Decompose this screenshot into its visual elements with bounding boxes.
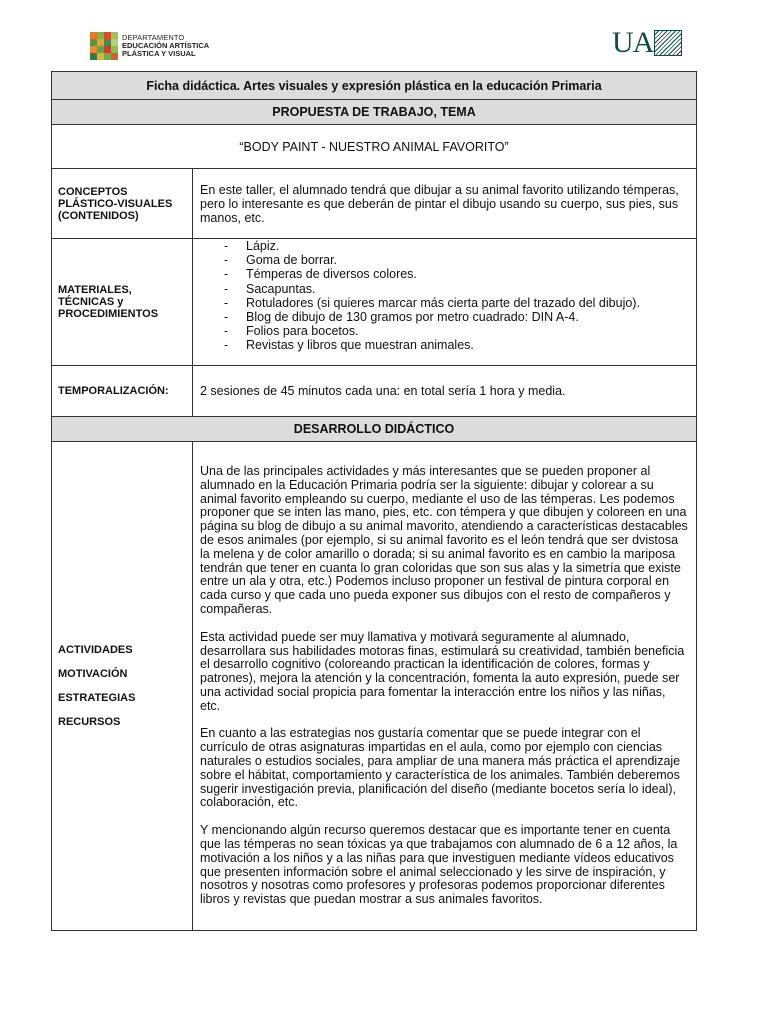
mosaic-tile [90, 32, 97, 39]
list-item: - Lápiz. [224, 239, 689, 253]
conceptos-text: En este taller, el alumnado tendrá que dibujar a su animal favorito utilizando témperas, pero lo interesante es que deberán de pintar el dibujo usando su cuerpo, sus pies, sus manos, etc. [193, 169, 697, 239]
paragraph-motivacion: Esta actividad puede ser muy llamativa y motivará seguramente al alumnado, desarrollara sus habilidades motoras finas, estimulará su creatividad, también beneficia el desarrollo cognitivo (coloreando practican la identificación de colores, formas y patrones), mejora la atención y la concentración, fomenta la auto expresión, puede ser una actividad social propicia para fomentar la interacción entre los niños y las niñas, etc. [200, 629, 685, 713]
dept-logo-line3: PLÁSTICA Y VISUAL [122, 49, 196, 58]
mosaic-tile [90, 53, 97, 60]
page-header [0, 0, 768, 72]
label-motivacion: MOTIVACIÓN [58, 668, 128, 680]
desarrollo-labels [52, 442, 193, 931]
didactic-sheet-table [51, 71, 697, 931]
theme-title: “BODY PAINT - NUESTRO ANIMAL FAVORITO” [52, 125, 697, 169]
section-propuesta-title: PROPUESTA DE TRABAJO, TEMA [52, 100, 697, 125]
paragraph-recursos: Y mencionando algún recurso queremos destacar que es importante tener en cuenta que las témperas no sean tóxicas ya que trabajamos con alumnado de 6 a 12 años, la motivación a los niños y a las niñas para que investiguen mediante vídeos educativos que presenten información sobre el animal seleccionado y les sirve de inspiración, y nosotros y nosotras como profesores y profesoras podemos proporcionar diferentes libros y revistas que puedan mostrar a sus animales favoritos. [200, 823, 678, 907]
uam-logo-text: UA [612, 26, 654, 59]
list-item: - Sacapuntas. [224, 282, 689, 296]
desarrollo-row [52, 442, 697, 931]
materials-list [200, 239, 689, 353]
list-item: - Rotuladores (si quieres marcar más cierta parte del trazado del dibujo). [224, 296, 689, 310]
mosaic-tile [111, 32, 118, 39]
temporalizacion-label: TEMPORALIZACIÓN: [52, 366, 193, 417]
conceptos-label: CONCEPTOS PLÁSTICO-VISUALES (CONTENIDOS) [52, 169, 193, 239]
mosaic-tile [104, 32, 111, 39]
conceptos-row [52, 169, 697, 239]
mosaic-tile [97, 53, 104, 60]
mosaic-tile [111, 53, 118, 60]
list-item: - Blog de dibujo de 130 gramos por metro cuadrado: DIN A-4. [224, 310, 689, 324]
temporalizacion-text: 2 sesiones de 45 minutos cada una: en total sería 1 hora y media. [193, 366, 697, 417]
list-item: - Revistas y libros que muestran animales. [224, 338, 689, 352]
uam-logo-mark-icon [654, 30, 682, 56]
uam-logo [612, 24, 682, 58]
sheet-title: Ficha didáctica. Artes visuales y expresión plástica en la educación Primaria [52, 72, 697, 100]
dept-logo-line1: DEPARTAMENTO [122, 33, 185, 42]
materiales-content [193, 239, 697, 366]
mosaic-tile [90, 46, 97, 53]
materiales-row [52, 239, 697, 366]
dept-logo-line2: EDUCACIÓN ARTÍSTICA [122, 41, 210, 50]
materiales-label: MATERIALES, TÉCNICAS y PROCEDIMIENTOS [52, 239, 193, 366]
label-actividades: ACTIVIDADES [58, 644, 133, 656]
mosaic-tile [97, 32, 104, 39]
paragraph-estrategias: En cuanto a las estrategias nos gustaría comentar que se puede integrar con el currículo de otras asignaturas impartidas en el aula, como por ejemplo con ciencias naturales o estudios sociales, para ampliar de una manera más práctica el aprendizaje sobre el hábitat, comportamiento y característica de los animales. También deberemos sugerir investigación previa, planificación del diseño (mediante bocetos sería lo ideal), colaboración, etc. [200, 726, 681, 810]
paragraph-actividades: Una de las principales actividades y más interesantes que se pueden proponer al alumnado en la Educación Primaria podría ser la siguiente: dibujar y colorear a su animal favorito empleando su cuerpo, mediante el uso de las témperas. Les podemos proponer que se inten las mano, pies, etc. con témpera y que dibujen y coloreen en una página su blog de dibujo a su animal mavorito, atendiendo a características destacables de esos animales (por ejemplo, si su animal favorito es el león tendrá que ser dvistosa la melena y de color amarillo o dorada; si su animal favorito es en cambio la mariposa tendrán que tener en cuanta lo gran coloridas que son sus alas y la simetría que existe entre un ala y otra, etc.) Podemos incluso proponer un festival de pintura corporal en cada curso y que cada uno pueda exponer sus dibujos con el resto de compañeros y compañeras. [200, 463, 688, 616]
desarrollo-content [193, 442, 697, 931]
mosaic-tile [104, 46, 111, 53]
list-item: - Folios para bocetos. [224, 324, 689, 338]
mosaic-tile [111, 39, 118, 46]
mosaic-tile [97, 46, 104, 53]
mosaic-tile [104, 53, 111, 60]
list-item: - Témperas de diversos colores. [224, 267, 689, 281]
mosaic-tile [97, 39, 104, 46]
temporalizacion-row [52, 366, 697, 417]
department-logo-text [122, 34, 209, 58]
mosaic-tile [90, 39, 97, 46]
label-estrategias: ESTRATEGIAS [58, 692, 136, 704]
list-item: - Goma de borrar. [224, 253, 689, 267]
mosaic-logo-icon [90, 32, 118, 60]
label-recursos: RECURSOS [58, 716, 121, 728]
department-logo [90, 32, 209, 60]
mosaic-tile [111, 46, 118, 53]
section-desarrollo-title: DESARROLLO DIDÁCTICO [52, 417, 697, 442]
mosaic-tile [104, 39, 111, 46]
